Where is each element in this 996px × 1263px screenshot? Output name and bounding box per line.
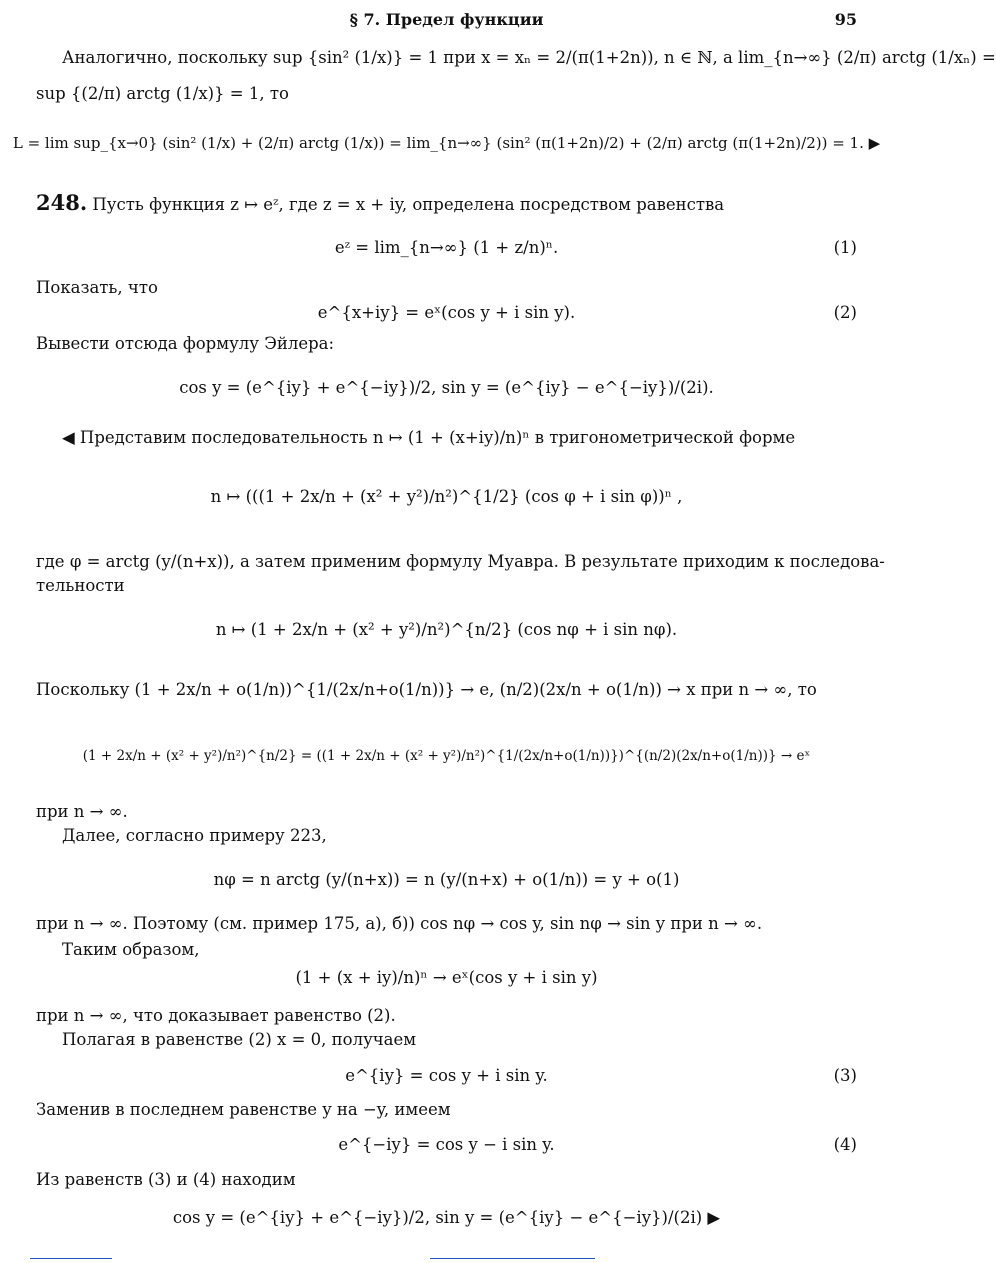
show-that-text: Показать, что xyxy=(36,278,158,297)
replace-text: Заменив в последнем равенстве y на −y, имеем xyxy=(36,1100,451,1119)
where-phi-text: где φ = arctg (y/(n+x)), а затем применим формулу Муавра. В результате приходим к последова- xyxy=(36,552,885,571)
proves-text: при n → ∞, что доказывает равенство (2). xyxy=(36,1006,396,1025)
euler-intro: Вывести отсюда формулу Эйлера: xyxy=(36,334,335,353)
running-header: § 7. Предел функции xyxy=(349,10,544,29)
equation-3: e^{iy} = cos y + i sin y. xyxy=(345,1066,548,1085)
euler-result-formula: cos y = (e^{iy} + e^{−iy})/2, sin y = (e^{iy} − e^{−iy})/(2i) ▶ xyxy=(172,1208,721,1227)
page-number: 95 xyxy=(834,10,857,29)
equation-2: e^{x+iy} = eˣ(cos y + i sin y). xyxy=(317,303,576,322)
equation-1-tag: (1) xyxy=(833,238,857,257)
moivre-sequence: n ↦ (1 + 2x/n + (x² + y²)/n²)^{n/2} (cos nφ + i sin nφ). xyxy=(215,620,678,639)
problem-text: Пусть функция z ↦ eᶻ, где z = x + iy, определена посредством равенства xyxy=(92,195,725,214)
footer-link-left[interactable] xyxy=(30,1258,112,1259)
limsup-equation: L = lim sup_{x→0} (sin² (1/x) + (2/π) arctg (1/x)) = lim_{n→∞} (sin² (π(1+2n)/2) + (2/π) arctg (π(1+2n)/2)) = 1. ▶ xyxy=(12,134,881,152)
since-text: Поскольку (1 + 2x/n + o(1/n))^{1/(2x/n+o(1/n))} → e, (n/2)(2x/n + o(1/n)) → x при n → ∞, то xyxy=(36,680,817,699)
problem-number: 248. xyxy=(36,190,88,215)
equation-3-tag: (3) xyxy=(833,1066,857,1085)
final-limit-equation: (1 + (x + iy)/n)ⁿ → eˣ(cos y + i sin y) xyxy=(295,968,598,987)
trig-form-equation: n ↦ (((1 + 2x/n + (x² + y²)/n²)^{1/2} (cos φ + i sin φ))ⁿ , xyxy=(210,487,683,506)
paragraph-line-2: sup {(2/π) arctg (1/x)} = 1, то xyxy=(36,84,289,103)
equation-4: e^{−iy} = cos y − i sin y. xyxy=(338,1135,555,1154)
as-n-text: при n → ∞. xyxy=(36,802,128,821)
nphi-equation: nφ = n arctg (y/(n+x)) = n (y/(n+x) + o(1/n)) = y + o(1) xyxy=(213,870,680,889)
equation-4-tag: (4) xyxy=(833,1135,857,1154)
thus-text: Таким образом, xyxy=(62,940,200,959)
from-equations-text: Из равенств (3) и (4) находим xyxy=(36,1170,296,1189)
limit-chain-equation: (1 + 2x/n + (x² + y²)/n²)^{n/2} = ((1 + 2x/n + (x² + y²)/n²)^{1/(2x/n+o(1/n))})^{(n/2)(2x/n+o(1/n))} → eˣ xyxy=(82,748,811,764)
setting-text: Полагая в равенстве (2) x = 0, получаем xyxy=(62,1030,417,1049)
represent-text: ◀ Представим последовательность n ↦ (1 + (x+iy)/n)ⁿ в тригонометрической форме xyxy=(62,428,796,447)
paragraph-line-1: Аналогично, поскольку sup {sin² (1/x)} = 1 при x = xₙ = 2/(π(1+2n)), n ∈ ℕ, а lim_{n→∞} (2/π) arctg (1/xₙ) = xyxy=(62,48,996,67)
problem-statement xyxy=(36,190,724,215)
sequence-word: тельности xyxy=(36,576,125,595)
equation-1: eᶻ = lim_{n→∞} (1 + z/n)ⁿ. xyxy=(334,238,559,257)
footer-link-right[interactable] xyxy=(430,1258,595,1259)
further-text: Далее, согласно примеру 223, xyxy=(62,826,327,845)
equation-2-tag: (2) xyxy=(833,303,857,322)
euler-formula: cos y = (e^{iy} + e^{−iy})/2, sin y = (e^{iy} − e^{−iy})/(2i). xyxy=(179,378,714,397)
therefore-text: при n → ∞. Поэтому (см. пример 175, а), б)) cos nφ → cos y, sin nφ → sin y при n → ∞. xyxy=(36,914,763,933)
